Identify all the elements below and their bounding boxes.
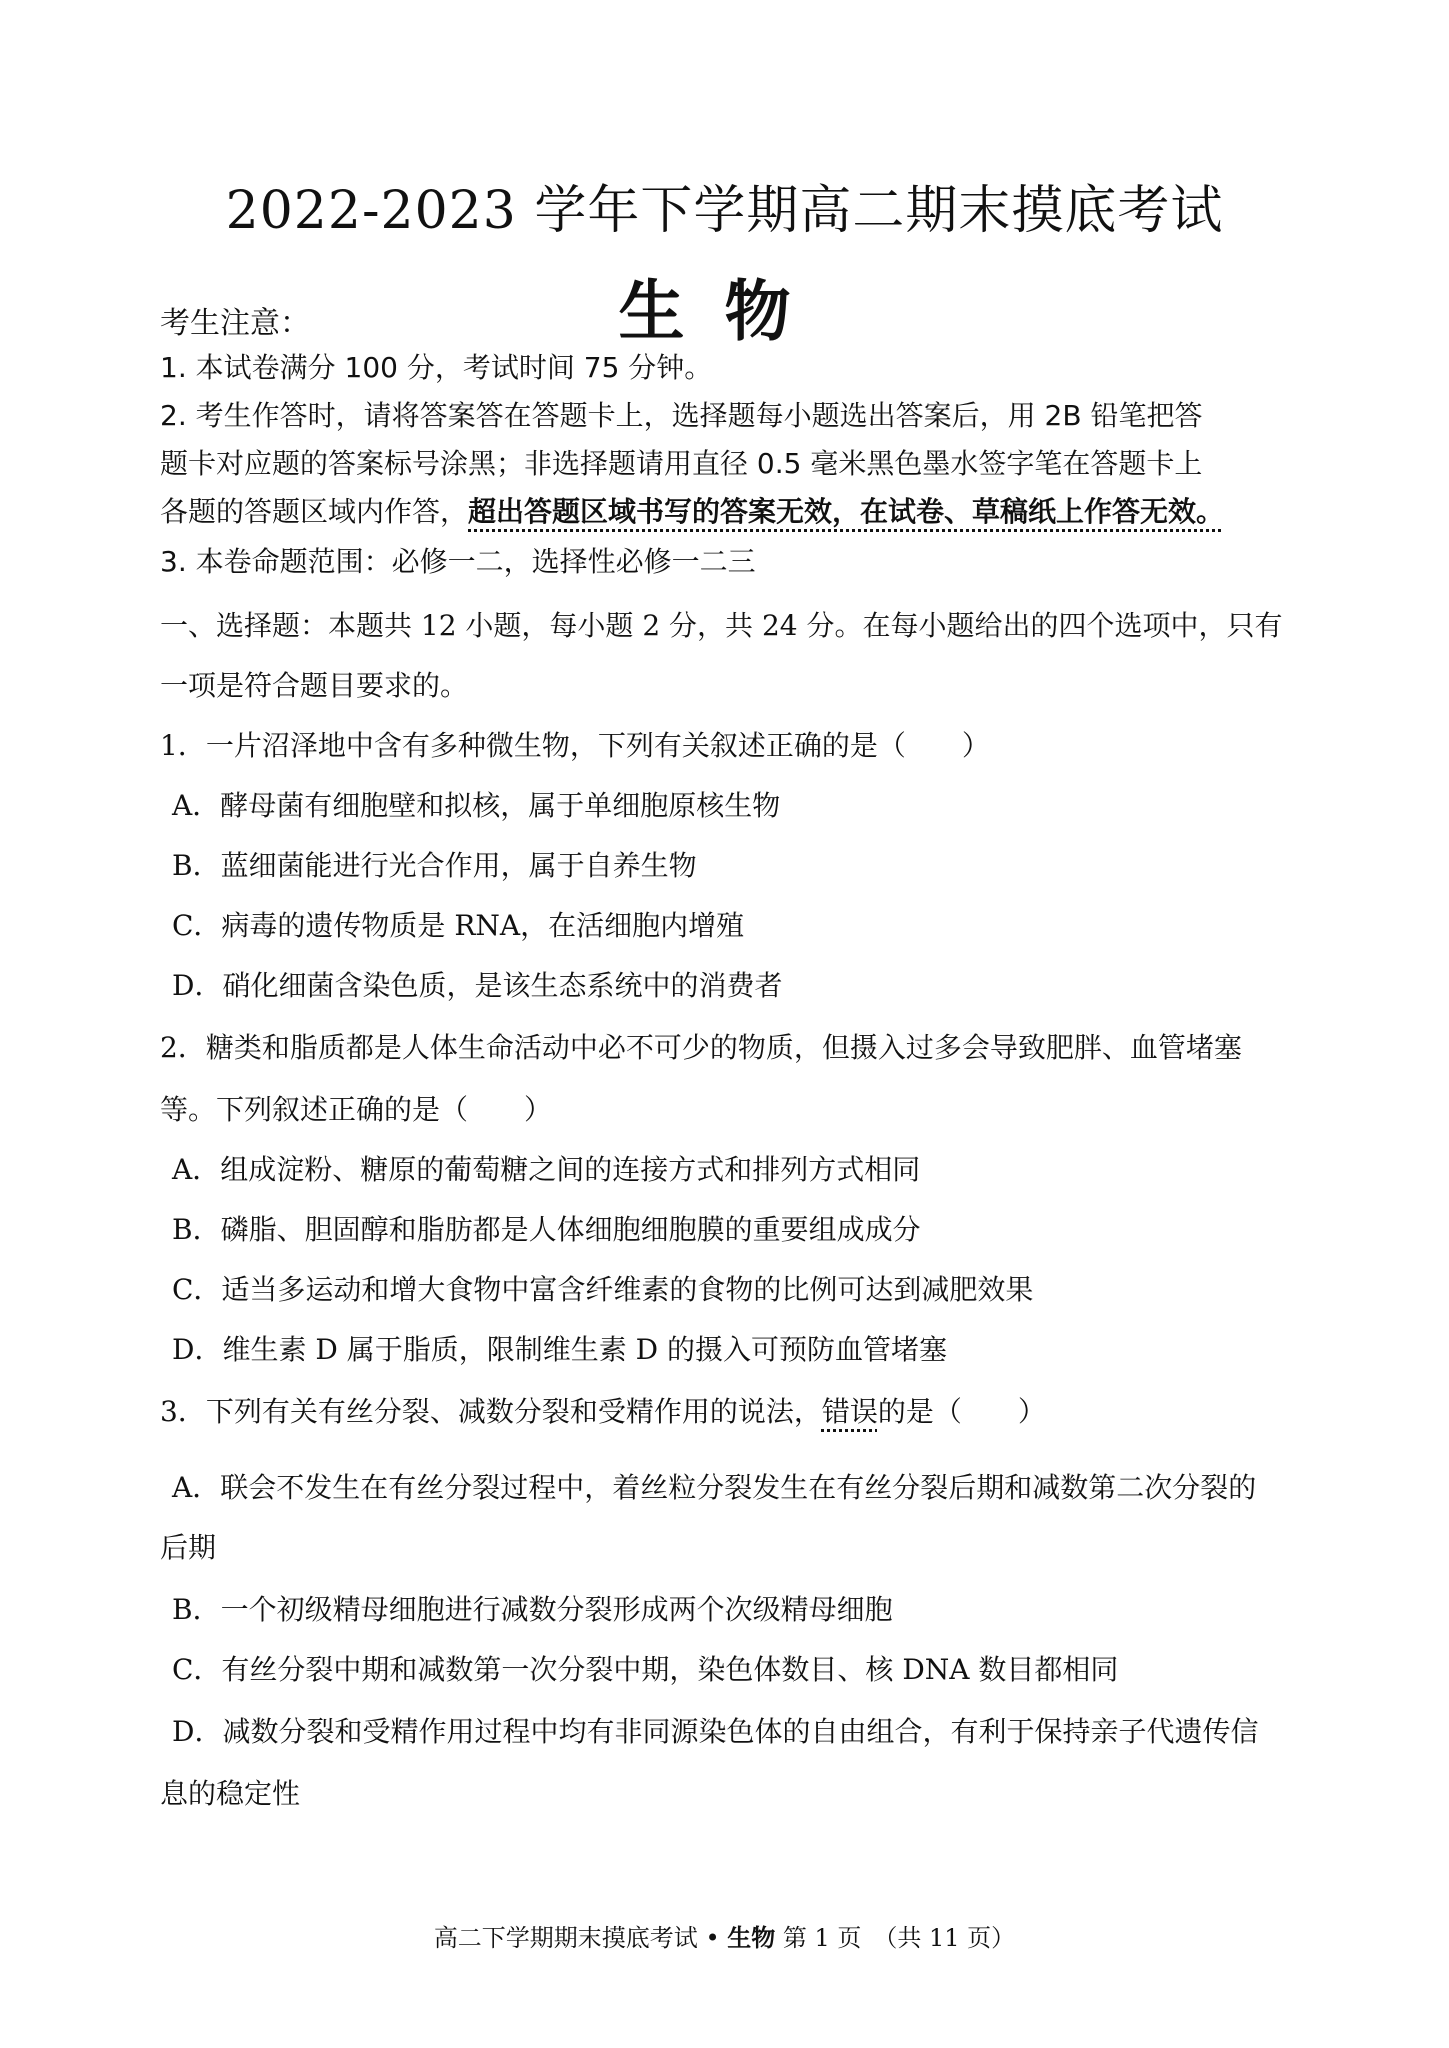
section-instructions-line-2: 一项是符合题目要求的。: [160, 669, 469, 702]
question-1-stem: 1．一片沼泽地中含有多种微生物，下列有关叙述正确的是（ ）: [160, 729, 990, 762]
question-3-stem-prefix: 3．下列有关有丝分裂、减数分裂和受精作用的说法，: [160, 1395, 822, 1428]
question-2-option-c: C．适当多运动和增大食物中富含纤维素的食物的比例可达到减肥效果: [172, 1273, 1034, 1306]
question-3-option-d-line-1: D．减数分裂和受精作用过程中均有非同源染色体的自由组合，有利于保持亲子代遗传信: [172, 1715, 1259, 1748]
question-3-stem-emphasis: 错误: [821, 1395, 878, 1428]
question-1-option-d: D．硝化细菌含染色质，是该生态系统中的消费者: [172, 969, 783, 1002]
page-footer: [0, 1918, 1449, 1953]
question-1-option-c: C．病毒的遗传物质是 RNA，在活细胞内增殖: [172, 909, 745, 942]
question-3-option-c: C．有丝分裂中期和减数第一次分裂中期，染色体数目、核 DNA 数目都相同: [172, 1653, 1119, 1686]
footer-suffix: 第 1 页 （共 11 页）: [775, 1924, 1016, 1952]
question-1-option-b: B．蓝细菌能进行光合作用，属于自养生物: [172, 849, 697, 882]
question-2-stem-line-1: 2．糖类和脂质都是人体生命活动中必不可少的物质，但摄入过多会导致肥胖、血管堵塞: [160, 1031, 1242, 1064]
question-3-stem-suffix: 的是（ ）: [877, 1395, 1046, 1428]
question-3-option-a-line-2: 后期: [160, 1531, 217, 1564]
question-3-option-d-line-2: 息的稳定性: [160, 1777, 301, 1810]
question-1-option-a: A．酵母菌有细胞壁和拟核，属于单细胞原核生物: [172, 789, 781, 822]
notice-item-2-line-1: 2. 考生作答时，请将答案答在答题卡上，选择题每小题选出答案后，用 2B 铅笔把答: [160, 399, 1203, 432]
notice-item-2-emphasis: 超出答题区域书写的答案无效，在试卷、草稿纸上作答无效。: [468, 495, 1225, 528]
question-2-stem-line-2: 等。下列叙述正确的是（ ）: [160, 1093, 553, 1126]
question-3-option-b: B．一个初级精母细胞进行减数分裂形成两个次级精母细胞: [172, 1593, 893, 1626]
notice-item-2-plain: 各题的答题区域内作答，: [160, 495, 469, 528]
notice-item-1: 1. 本试卷满分 100 分，考试时间 75 分钟。: [160, 351, 713, 384]
question-2-option-b: B．磷脂、胆固醇和脂肪都是人体细胞细胞膜的重要组成成分: [172, 1213, 921, 1246]
question-2-option-a: A．组成淀粉、糖原的葡萄糖之间的连接方式和排列方式相同: [172, 1153, 921, 1186]
question-3-stem: [160, 1394, 1310, 1430]
question-3-option-a-line-1: A．联会不发生在有丝分裂过程中，着丝粒分裂发生在有丝分裂后期和减数第二次分裂的: [172, 1471, 1257, 1504]
notice-item-2-line-3: [160, 494, 1310, 530]
question-2-option-d: D．维生素 D 属于脂质，限制维生素 D 的摄入可预防血管堵塞: [172, 1333, 947, 1366]
notice-heading: 考生注意：: [160, 306, 310, 341]
notice-item-2-line-2: 题卡对应题的答案标号涂黑；非选择题请用直径 0.5 毫米黑色墨水签字笔在答题卡上: [160, 447, 1203, 480]
exam-title: 2022-2023 学年下学期高二期末摸底考试: [225, 181, 1224, 241]
subject-title: 生物: [618, 273, 831, 350]
section-instructions-line-1: 一、选择题：本题共 12 小题，每小题 2 分，共 24 分。在每小题给出的四个选项中，只有: [160, 609, 1283, 642]
footer-subject: 生物: [727, 1924, 776, 1952]
footer-prefix: 高二下学期期末摸底考试 •: [433, 1924, 728, 1952]
notice-item-3: 3. 本卷命题范围：必修一二，选择性必修一二三: [160, 545, 756, 578]
